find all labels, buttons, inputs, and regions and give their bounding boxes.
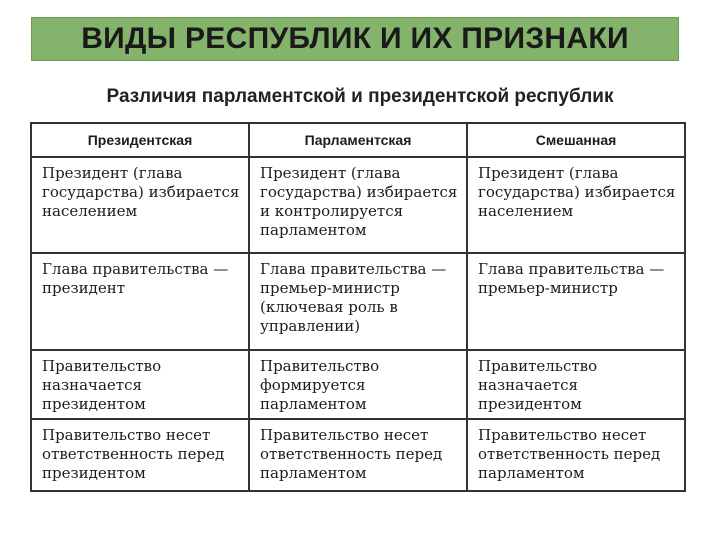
table-cell: Глава правительства — премьер-министр bbox=[467, 253, 685, 350]
table-cell: Глава правительства — премьер-министр (ключевая роль в управлении) bbox=[249, 253, 467, 350]
table-cell: Президент (глава государства) избирается населением bbox=[467, 157, 685, 253]
title-banner bbox=[31, 17, 679, 61]
page-title: ВИДЫ РЕСПУБЛИК И ИХ ПРИЗНАКИ bbox=[81, 22, 629, 55]
column-header-parliamentary: Парламентская bbox=[249, 123, 467, 157]
column-header-presidential: Президентская bbox=[31, 123, 249, 157]
table-cell: Глава правительства — президент bbox=[31, 253, 249, 350]
table-cell: Правительство назначается президентом bbox=[467, 350, 685, 419]
table-row bbox=[31, 157, 685, 253]
table-cell: Президент (глава государства) избирается населением bbox=[31, 157, 249, 253]
table-cell: Правительство формируется парламентом bbox=[249, 350, 467, 419]
column-header-mixed: Смешанная bbox=[467, 123, 685, 157]
table-cell: Правительство назначается президентом bbox=[31, 350, 249, 419]
table-cell: Правительство несет ответственность перед парламентом bbox=[249, 419, 467, 491]
table-row bbox=[31, 253, 685, 350]
table-cell: Президент (глава государства) избирается и контролируется парламентом bbox=[249, 157, 467, 253]
table-row bbox=[31, 419, 685, 491]
table-cell: Правительство несет ответственность перед президентом bbox=[31, 419, 249, 491]
comparison-table bbox=[30, 122, 686, 492]
table-row bbox=[31, 350, 685, 419]
table-cell: Правительство несет ответственность перед парламентом bbox=[467, 419, 685, 491]
table-header-row bbox=[31, 123, 685, 157]
table-caption: Различия парламентской и президентской республик bbox=[106, 86, 614, 107]
